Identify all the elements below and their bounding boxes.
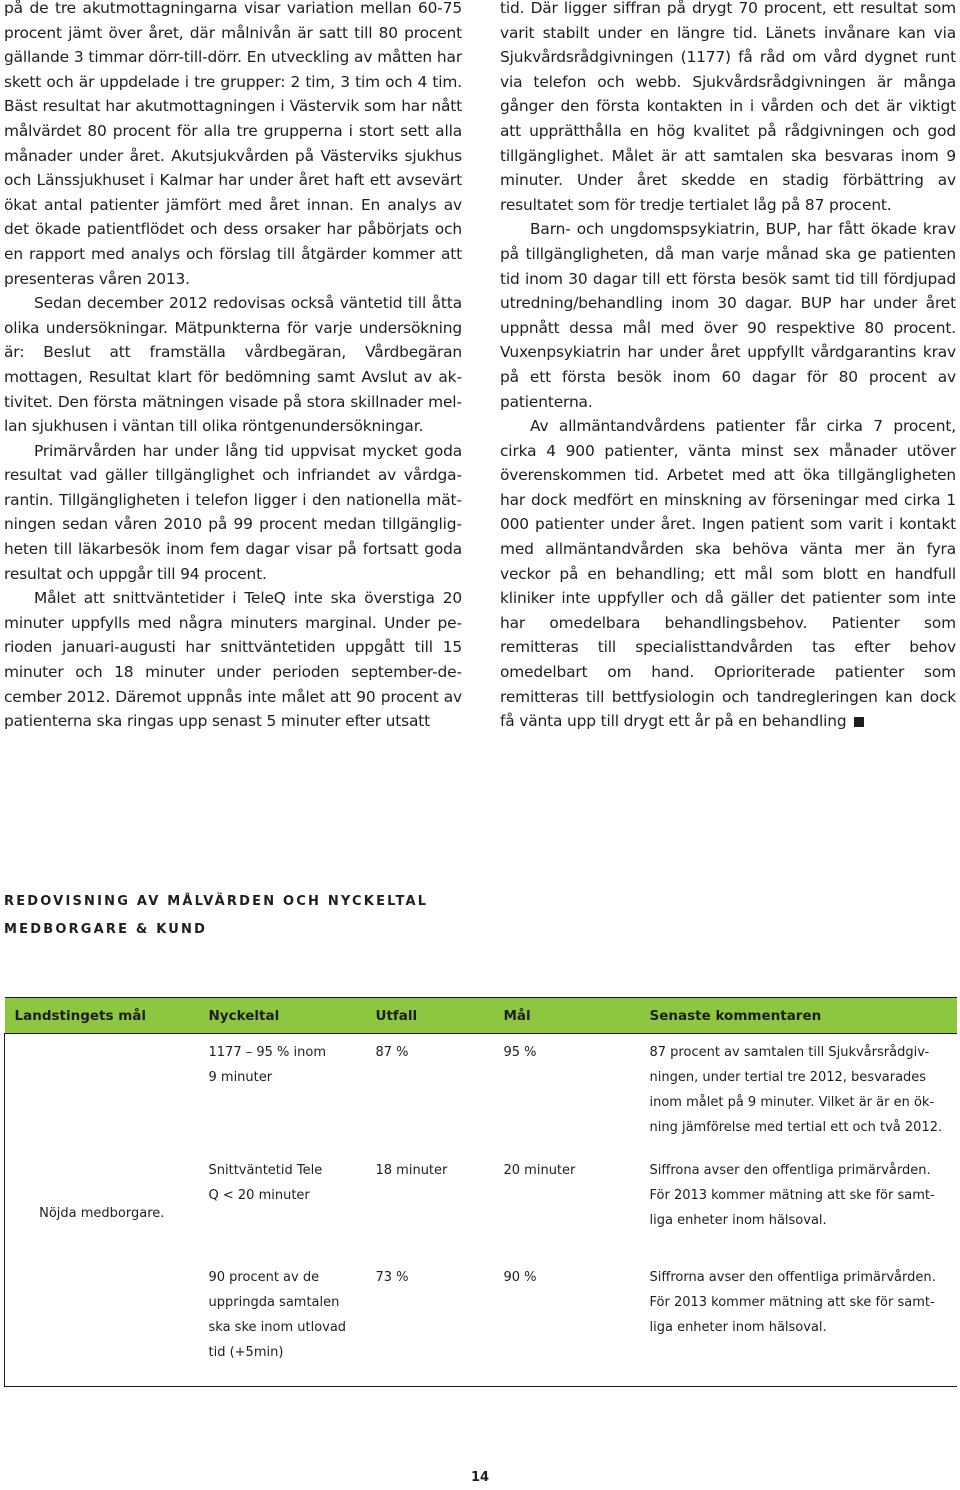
mal-cell: 20 minuter — [503, 1163, 576, 1179]
right-paragraph-1: tid. Där ligger siffran på drygt 70 procent, ett resultat som varit stabilt under en längre tid. Länets invånare kan via Sjukvårdsrådgivningen (1177) få råd om vård dygnet runt via telefon och webb. Sjukvårdsrådgivningen är många gånger den första kontakten in i vården och det är viktigt att upprätthålla en hög kvalitet på rådgivningen och god tillgänglighet. Målet är att samtalen ska besvaras inom 9 minuter. Under året skedde en stadig förbättring av resultatet som för tredje tertialet låg på 87 procent. — [500, 0, 956, 214]
right-paragraph-2: Barn- och ungdomspsykiatrin, BUP, har fått ökade krav på tillgängligheten, då man varje månad ska ge patienten tid inom 30 dagar till ett första besök samt tid till fördjupad utredning/behandling inom 30 dagar. BUP har under året uppnått dessa mål med över 90 respektive 80 procent. Vuxenpsykiatrin har under året uppfyllt vårdgarantins krav på ett första besök inom 60 dagar för 80 procent av patienterna. — [500, 220, 956, 411]
left-paragraph-1: på de tre akutmottagningarna visar variation mellan 60-75 procent jämt över året, där målnivån är satt till 80 procent gällande 3 timmar dörr-till-dörr. En utveckling av måtten har skett och är uppdelade i tre grupper: 2 tim, 3 tim och 4 tim. Bäst resultat har akutmottagningen i Västervik som har nått målvärdet 80 procent för alla tre grupperna i stort sett alla månader under året. Akutsjukvården på Västerviks sjukhus och Länssjukhuset i Kalmar har under året haft ett avsevärt ökat antal patienter jämfört med året innan. En analys av det ökade patientflödet och dess orsaker har påbörjats och en rapport med analys och förslag till åtgärder kommer att presenteras våren 2013. — [4, 0, 462, 288]
kommentar-line: Siffrorna avser den offentliga primärvården. — [649, 1269, 936, 1285]
nyckeltal-cell — [199, 1034, 366, 1151]
right-paragraph-3: Av allmäntandvårdens patienter får cirka 7 procent, cirka 4 900 patienter, vänta minst sex månader utöver överenskommen tid. Arbetet med att öka tillgängligheten har dock medfört en minskning av förseningar med cirka 1 000 patienter under året. Ingen patient som varit i kontakt med allmäntandvården ska behöva vänta mer än fyra veckor på en behandling; ett mål som blott en handfull kliniker inte uppfyller och då gäller det patienter som inte har omedelbara behandlingsbehov. Patienter som remitteras till specialisttandvården tas efter behov omedelbart om hand. Oprioriterade patienter som remitteras till bettfysiologin och tandregleringen kan dock få vänta upp till drygt ett år på en behandling — [500, 417, 956, 731]
nyckeltal-line: 9 minuter — [208, 1070, 273, 1085]
header-nyckeltal: Nyckeltal — [199, 998, 366, 1034]
utfall-cell: 18 minuter — [375, 1163, 448, 1179]
section-subheading: MEDBORGARE & KUND — [4, 922, 208, 937]
table-header-row — [5, 998, 957, 1034]
left-paragraph-2: Sedan december 2012 redovisas också väntetid till åtta olika undersökningar. Mätpunkterna för varje undersökning är: Beslut att framställa vårdbegäran, Vårdbegäran mottagen, Resultat klart för bedömning samt Avslut av aktivitet. Den första mätningen visade på stora skillnader mellan sjukhusen i väntan till olika röntgenundersökningar. — [4, 294, 462, 436]
kommentar-line: inom målet på 9 minuter. Vilket är är en ök- — [649, 1095, 935, 1110]
nyckeltal-line: 1177 – 95 % inom — [208, 1045, 326, 1060]
kommentar-line: För 2013 kommer mätning att ske för samt- — [649, 1294, 935, 1310]
mal-cell: 90 % — [503, 1269, 537, 1285]
nyckeltal-cell — [199, 1257, 366, 1387]
nyckeltal-cell — [199, 1150, 366, 1257]
kommentar-line: ningen, under tertial tre 2012, besvarades — [649, 1070, 927, 1085]
mal-cell: 95 % — [503, 1045, 537, 1060]
kommentar-line: För 2013 kommer mätning att ske för samt- — [649, 1188, 935, 1204]
nyckeltal-line: ska ske inom utlovad — [208, 1319, 347, 1335]
nyckeltal-line: 90 procent av de — [208, 1269, 320, 1285]
table-row — [5, 1034, 957, 1151]
kommentar-line: liga enheter inom hälsoval. — [649, 1213, 827, 1229]
right-text-column — [500, 0, 956, 734]
end-of-article-square-icon — [854, 717, 864, 727]
kommentar-cell — [640, 1257, 957, 1387]
section-heading: REDOVISNING AV MÅLVÄRDEN OCH NYCKELTAL — [4, 894, 429, 909]
right-paragraph-3-wrap — [500, 414, 956, 734]
nyckeltal-line: tid (+5min) — [208, 1344, 284, 1360]
nyckeltal-line: Q < 20 minuter — [208, 1188, 310, 1204]
kommentar-line: 87 procent av samtalen till Sjukvårsrådgiv- — [649, 1045, 930, 1060]
header-landstingets-mal: Landstingets mål — [5, 998, 199, 1034]
header-utfall: Utfall — [366, 998, 494, 1034]
header-senaste-kommentaren: Senaste kommentaren — [640, 998, 957, 1034]
left-text-column — [4, 0, 462, 734]
left-paragraph-3: Primärvården har under lång tid uppvisat mycket goda resultat vad gäller tillgänglighet och infriandet av vårdgarantin. Tillgängligheten i telefon ligger i den nationella mätningen sedan våren 2010 på 99 procent medan tillgängligheten till läkarbesök inom fem dagar visar på fortsatt goda resultat och uppgår till 94 procent. — [4, 441, 462, 583]
nyckeltal-line: Snittväntetid Tele — [208, 1163, 323, 1179]
page-number: 14 — [470, 1470, 490, 1485]
kommentar-cell — [640, 1150, 957, 1257]
kommentar-cell — [640, 1034, 957, 1151]
kommentar-line: Siffrona avser den offentliga primärvården. — [649, 1163, 931, 1179]
utfall-cell: 73 % — [375, 1269, 409, 1285]
goal-cell: Nöjda medborgare. — [39, 1205, 165, 1221]
goals-table — [4, 997, 957, 1387]
left-paragraph-4: Målet att snittväntetider i TeleQ inte ska överstiga 20 minuter uppfylls med några minuters marginal. Under perioden januari-augusti har snittväntetiden uppgått till 15 minuter och 18 minuter under perioden september-december 2012. Däremot uppnås inte målet att 90 procent av patienterna ska ringas upp senast 5 minuter efter utsatt — [4, 589, 462, 731]
header-mal: Mål — [494, 998, 640, 1034]
kommentar-line: liga enheter inom hälsoval. — [649, 1319, 827, 1335]
utfall-cell: 87 % — [375, 1045, 409, 1060]
nyckeltal-line: uppringda samtalen — [208, 1294, 340, 1310]
kommentar-line: ning jämförelse med tertial ett och två 2012. — [649, 1120, 943, 1135]
